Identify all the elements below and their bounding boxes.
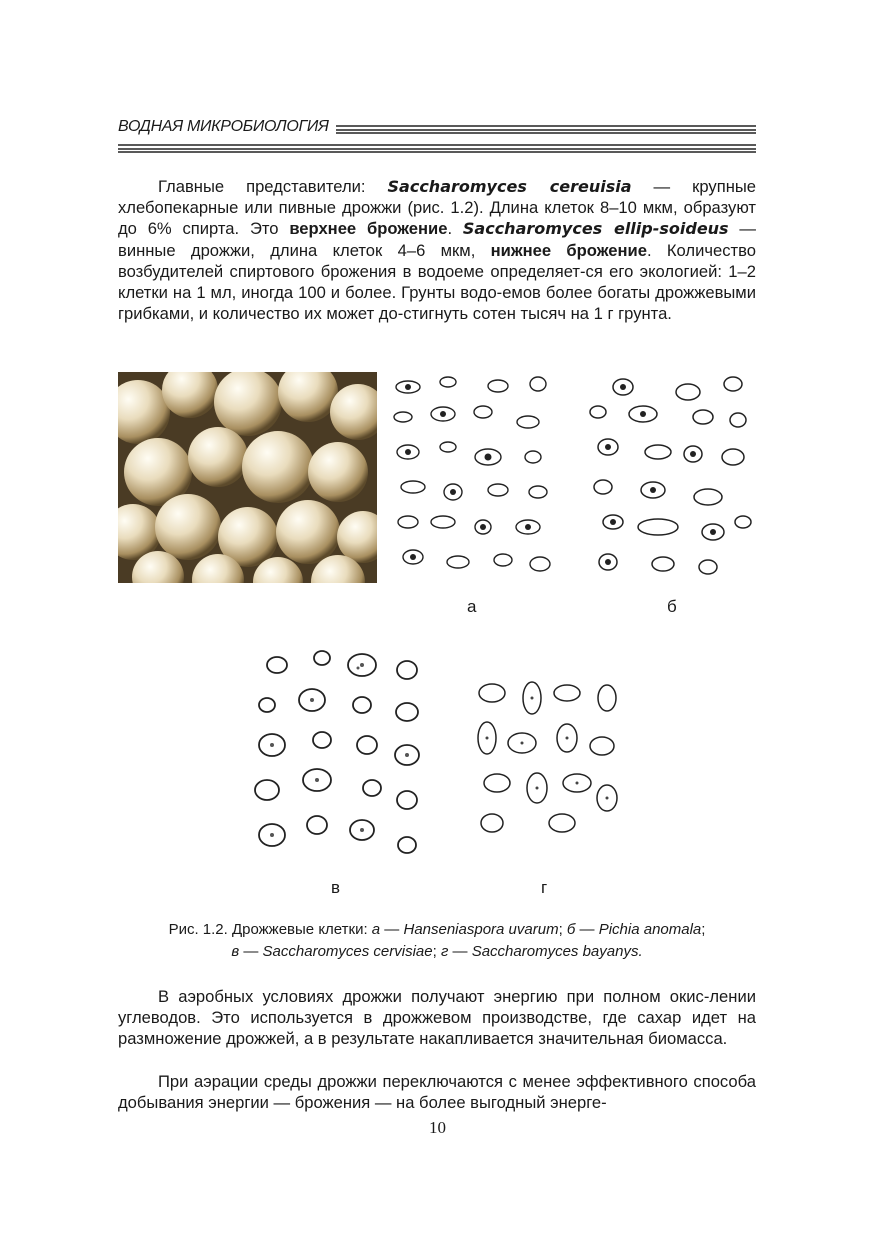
caption-dash: —: [239, 943, 263, 960]
running-header: [118, 114, 756, 154]
paragraph-aerobic: [118, 986, 756, 1050]
caption-species: Hanseniaspora uvarum: [403, 921, 559, 938]
text-run: В аэробных условиях дрожжи получают энергию при полном окис-лении углеводов. Это используется в дрожжевом производстве, где сахар идет на размножение дрожжей, а в результате накапливается значительная биомасса.: [118, 987, 756, 1049]
figure-label-v: в: [331, 878, 341, 897]
bold-term: верхнее брожение: [289, 219, 448, 239]
figure-label-g: г: [541, 878, 548, 897]
text-run: — крупные хлебопекарные или пивные дрожжи (рис. 1.2). Длина клеток 8–10 мкм, образуют до 6% спирта. Это: [118, 177, 757, 239]
drawing-g-saccharomyces-bayanys: [467, 668, 629, 838]
text-run: .: [447, 219, 463, 239]
caption-dash: —: [380, 921, 404, 938]
drawing-b-pichia: [583, 372, 755, 584]
paragraph-main-representatives: [118, 176, 756, 324]
bold-term: нижнее брожение: [490, 240, 647, 260]
drawing-a-hanseniaspora: [388, 372, 556, 584]
caption-species: Pichia anomala: [598, 921, 702, 938]
caption-species: Saccharomyces cervisiae: [262, 943, 433, 960]
caption-key: б: [566, 921, 576, 938]
caption-key: в: [231, 943, 240, 960]
caption-dash: —: [448, 943, 472, 960]
caption-species: Saccharomyces bayanys.: [471, 943, 643, 960]
yeast-photo: [118, 372, 377, 583]
caption-sep: ;: [558, 921, 567, 938]
drawing-v-saccharomyces-cervisiae: [242, 640, 428, 868]
text-run: При аэрации среды дрожжи переключаются с менее эффективного способа добывания энергии — брожения — на более выгодный энерге-: [118, 1072, 756, 1113]
page-number: 10: [429, 1118, 446, 1137]
caption-dash: —: [575, 921, 599, 938]
caption-sep: ;: [432, 943, 441, 960]
caption-sep: ;: [701, 921, 706, 938]
paragraph-aeration: [118, 1071, 756, 1113]
figure-label-a: а: [467, 597, 477, 616]
caption-key: г: [440, 943, 449, 960]
species-name: Saccharomyces cereuisia: [387, 177, 632, 196]
caption-key: а: [371, 921, 381, 938]
header-title: ВОДНАЯ МИКРОБИОЛОГИЯ: [118, 118, 333, 136]
text-run: — винные дрожжи, длина клеток 4–6 мкм,: [118, 219, 756, 260]
text-run: . Количество возбудителей спиртового брожения в водоеме определяет-ся его экологией: 1–2 клетки на 1 мл, иногда 100 и более. Грунты водо-емов более богаты дрожжевыми грибками, и количество их может до-стигнуть сотен тысяч на 1 г грунта.: [118, 240, 756, 324]
figure-label-b: б: [667, 597, 677, 616]
caption-prefix: Рис. 1.2. Дрожжевые клетки:: [168, 921, 372, 938]
text-run: Главные представители:: [158, 177, 388, 196]
figure-caption: [118, 919, 756, 963]
species-name: Saccharomyces ellip-soideus: [462, 219, 729, 239]
